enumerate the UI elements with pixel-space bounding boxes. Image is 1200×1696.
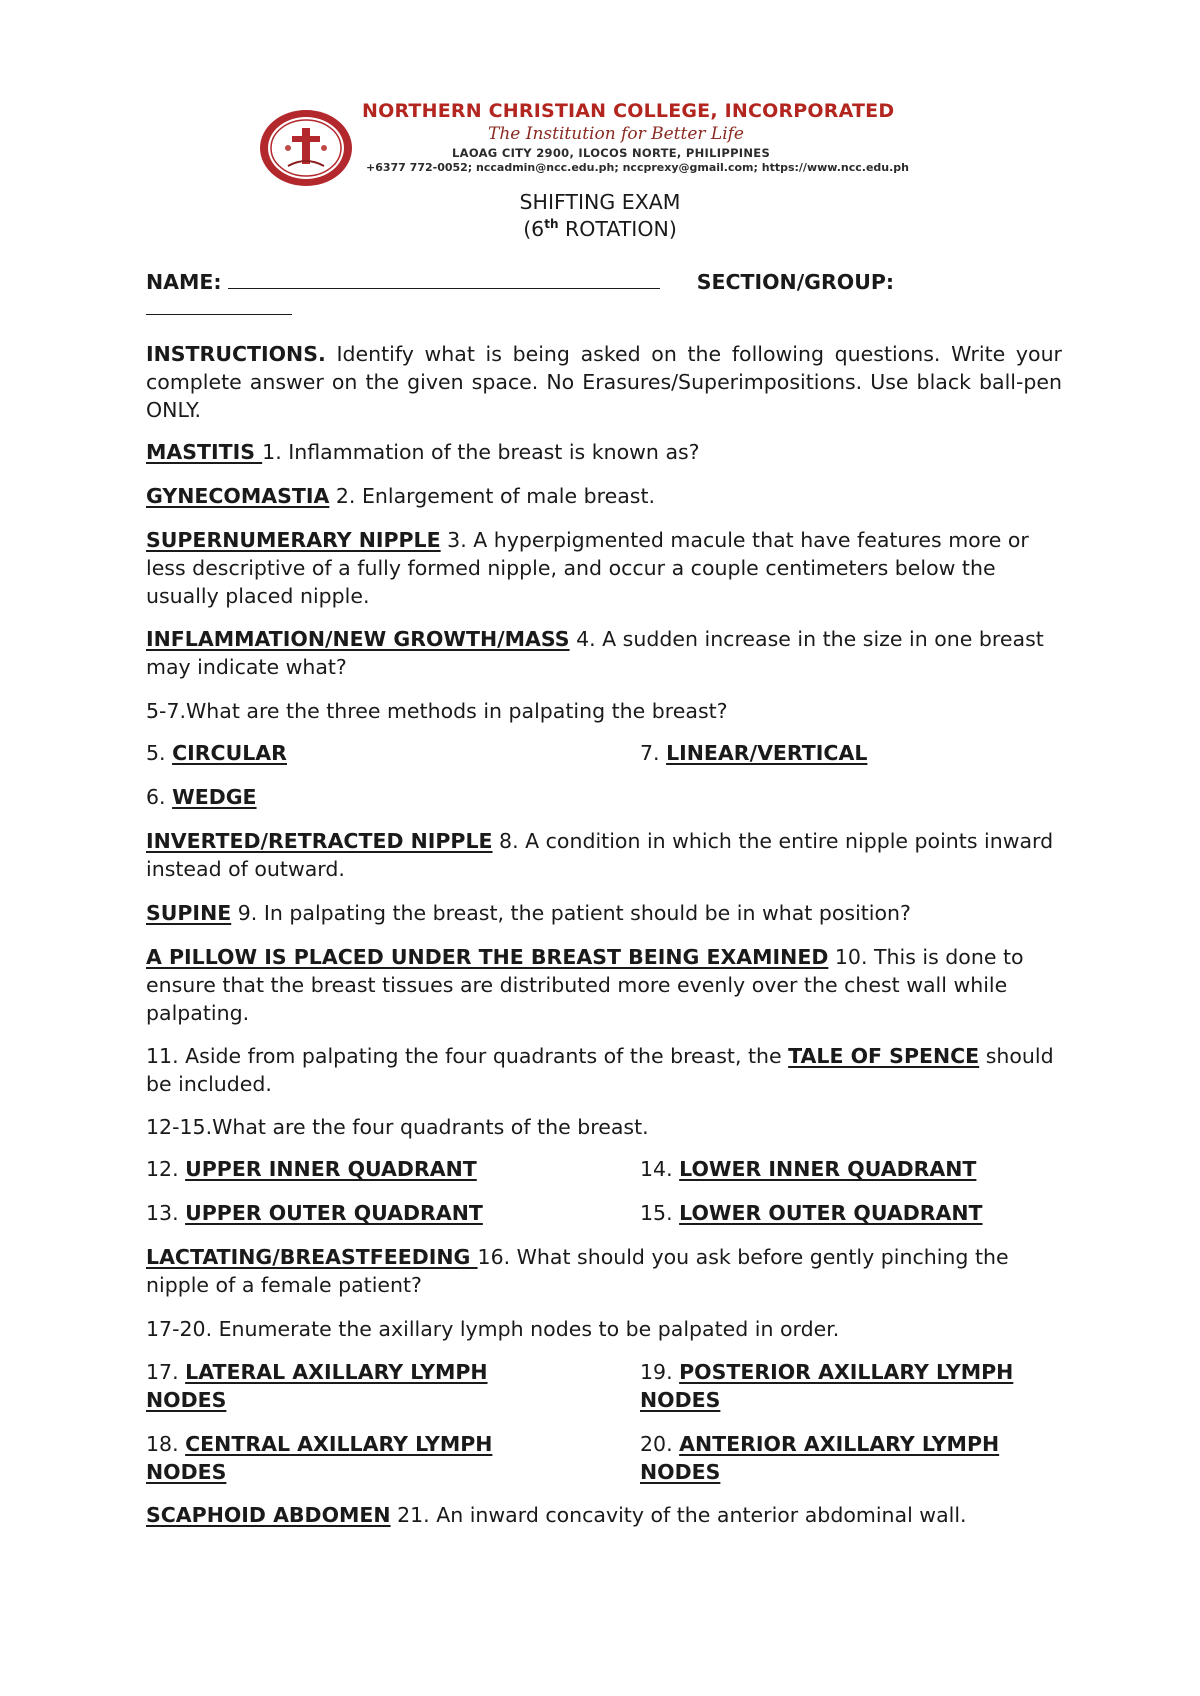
question-17 — [146, 1358, 566, 1414]
answer-16: LACTATING/BREASTFEEDING — [146, 1245, 478, 1269]
question-16 — [146, 1243, 1062, 1299]
question-4 — [146, 625, 1062, 681]
answer-10: A PILLOW IS PLACED UNDER THE BREAST BEING EXAMINED — [146, 945, 829, 969]
answer-19-line1: POSTERIOR AXILLARY LYMPH — [679, 1360, 1014, 1384]
question-3-text: 3. A hyperpigmented macule that have features more or less descriptive of a fully formed nipple, and occur a couple centimeters below the usually placed nipple. — [146, 528, 1029, 608]
question-13 — [146, 1201, 483, 1225]
question-9-text: 9. In palpating the breast, the patient should be in what position? — [231, 901, 911, 925]
question-20 — [640, 1430, 1070, 1486]
question-12-15-prompt: 12-15.What are the four quadrants of the breast. — [146, 1115, 649, 1139]
question-16-text: 16. What should you ask before gently pinching the nipple of a female patient? — [146, 1245, 1009, 1297]
question-7 — [640, 741, 867, 765]
answer-5: CIRCULAR — [172, 741, 287, 765]
name-field[interactable] — [228, 270, 660, 289]
letterhead — [258, 100, 988, 180]
answer-18-line2: NODES — [146, 1460, 227, 1484]
question-2-text: 2. Enlargement of male breast. — [329, 484, 656, 508]
answer-15: LOWER OUTER QUADRANT — [679, 1201, 983, 1225]
section-row — [146, 296, 292, 320]
question-6-num: 6. — [146, 785, 173, 809]
question-18 — [146, 1430, 566, 1486]
answer-20-line2: NODES — [640, 1460, 721, 1484]
answer-17-line1: LATERAL AXILLARY LYMPH — [185, 1360, 488, 1384]
question-17-20-prompt: 17-20. Enumerate the axillary lymph nodes to be palpated in order. — [146, 1317, 840, 1341]
answer-7: LINEAR/VERTICAL — [666, 741, 868, 765]
section-field[interactable] — [146, 296, 292, 315]
answer-3: SUPERNUMERARY NIPPLE — [146, 528, 441, 552]
answer-13: UPPER OUTER QUADRANT — [185, 1201, 483, 1225]
question-7-num: 7. — [640, 741, 667, 765]
question-15-num: 15. — [640, 1201, 680, 1225]
question-11 — [146, 1042, 1062, 1098]
answer-6: WEDGE — [172, 785, 257, 809]
question-12-num: 12. — [146, 1157, 186, 1181]
question-10 — [146, 943, 1062, 1027]
question-11-post: should be included. — [146, 1044, 1054, 1096]
answer-12: UPPER INNER QUADRANT — [185, 1157, 477, 1181]
instructions-text: Identify what is being asked on the following questions. Write your complete answer on the given space. No Erasures/Superimpositions. Use black ball-pen ONLY. — [146, 342, 1062, 422]
question-2 — [146, 482, 1062, 510]
question-14 — [640, 1157, 976, 1181]
question-3 — [146, 526, 1062, 610]
subtitle-sup: th — [544, 217, 559, 231]
answer-8: INVERTED/RETRACTED NIPPLE — [146, 829, 493, 853]
answer-20-line1: ANTERIOR AXILLARY LYMPH — [679, 1432, 1000, 1456]
question-17-num: 17. — [146, 1360, 186, 1384]
answer-2: GYNECOMASTIA — [146, 484, 330, 508]
question-12 — [146, 1157, 477, 1181]
college-name: NORTHERN CHRISTIAN COLLEGE, INCORPORATED — [362, 100, 895, 122]
question-6 — [146, 785, 257, 809]
question-5-num: 5. — [146, 741, 173, 765]
college-seal-icon — [258, 108, 354, 188]
instructions — [146, 340, 1062, 424]
answer-11: TALE OF SPENCE — [788, 1044, 980, 1068]
subtitle-pre: (6 — [523, 217, 545, 241]
name-row — [146, 270, 894, 294]
question-8 — [146, 827, 1062, 883]
question-10-text: 10. This is done to ensure that the breast tissues are distributed more evenly over the chest wall while palpating. — [146, 945, 1024, 1025]
answer-9: SUPINE — [146, 901, 232, 925]
question-1 — [146, 438, 1062, 466]
question-21 — [146, 1501, 1062, 1529]
question-1-text: 1. Inflammation of the breast is known as? — [262, 440, 700, 464]
answer-14: LOWER INNER QUADRANT — [679, 1157, 977, 1181]
question-4-text: 4. A sudden increase in the size in one breast may indicate what? — [146, 627, 1044, 679]
answer-4: INFLAMMATION/NEW GROWTH/MASS — [146, 627, 570, 651]
college-address: LAOAG CITY 2900, ILOCOS NORTE, PHILIPPINES — [452, 146, 771, 160]
question-9 — [146, 899, 1062, 927]
question-19-num: 19. — [640, 1360, 680, 1384]
question-20-num: 20. — [640, 1432, 680, 1456]
exam-title: SHIFTING EXAM — [519, 190, 681, 214]
name-label: NAME: — [146, 270, 222, 294]
question-5-7-prompt: 5-7.What are the three methods in palpating the breast? — [146, 699, 728, 723]
answer-21: SCAPHOID ABDOMEN — [146, 1503, 391, 1527]
college-motto: The Institution for Better Life — [488, 124, 744, 144]
answer-18-line1: CENTRAL AXILLARY LYMPH — [185, 1432, 493, 1456]
question-8-text: 8. A condition in which the entire nipple points inward instead of outward. — [146, 829, 1054, 881]
instructions-label: INSTRUCTIONS. — [146, 342, 326, 366]
section-label: SECTION/GROUP: — [696, 270, 895, 294]
question-21-text: 21. An inward concavity of the anterior abdominal wall. — [390, 1503, 967, 1527]
subtitle-post: ROTATION) — [558, 217, 677, 241]
answer-1: MASTITIS — [146, 440, 263, 464]
question-15 — [640, 1201, 983, 1225]
exam-subtitle — [0, 217, 1200, 241]
question-18-num: 18. — [146, 1432, 186, 1456]
answer-19-line2: NODES — [640, 1388, 721, 1412]
answer-17-line2: NODES — [146, 1388, 227, 1412]
question-14-num: 14. — [640, 1157, 680, 1181]
question-13-num: 13. — [146, 1201, 186, 1225]
question-19 — [640, 1358, 1070, 1414]
question-5 — [146, 741, 287, 765]
college-contact: +6377 772-0052; nccadmin@ncc.edu.ph; nccprexy@gmail.com; https://www.ncc.edu.ph — [366, 161, 910, 174]
question-11-pre: 11. Aside from palpating the four quadrants of the breast, the — [146, 1044, 789, 1068]
